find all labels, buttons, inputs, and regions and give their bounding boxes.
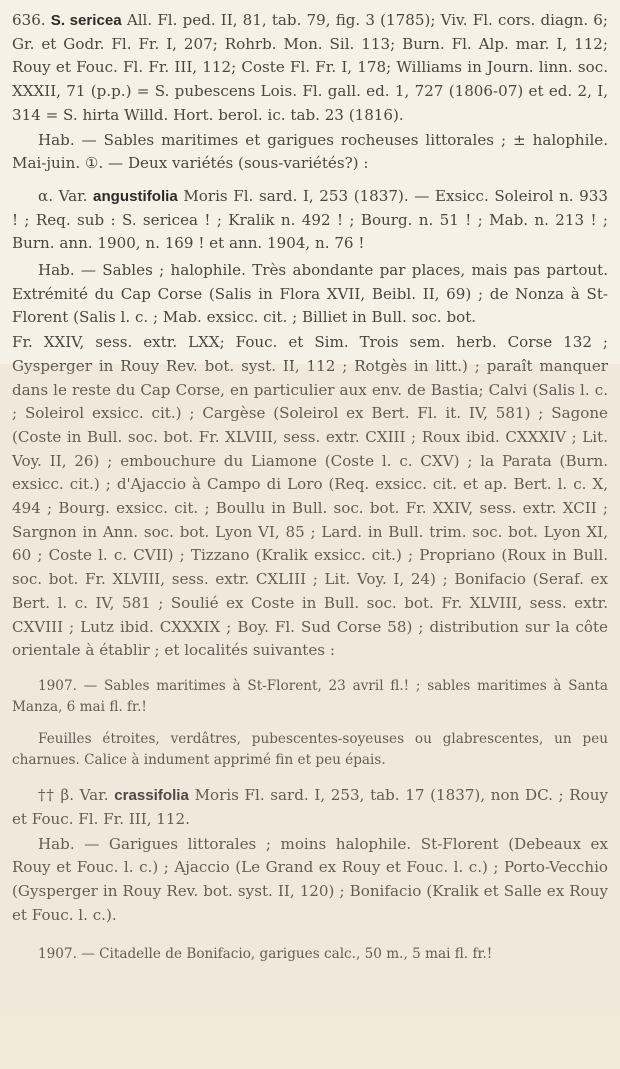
species-habitat: Hab. — Sables maritimes et garigues rocheuses littorales ; ± halophile. Mai-juin. ①. — Deux variétés (sous-variétés?) : xyxy=(12,130,608,173)
variety-alpha-description: Feuilles étroites, verdâtres, pubescentes-soyeuses ou glabrescentes, un peu charnues. Calice à indument apprimé fin et peu épais. xyxy=(12,731,608,768)
variety-beta-name: crassifolia xyxy=(114,787,189,805)
species-nomenclature: All. Fl. ped. II, 81, tab. 79, fig. 3 (1785); Viv. Fl. cors. diagn. 6; Gr. et Godr. Fl. Fr. I, 207; Rohrb. Mon. Sil. 113; Burn. Fl. Alp. mar. I, 112; Rouy et Fouc. Fl. Fr. III, 112; Coste Fl. Fr. I, 178; Williams in Journ. linn. soc. XXXII, 71 (p.p.) = S. pubescens Lois. Fl. gall. ed. 1, 727 (1806-07) et ed. 2, I, 314 = S. hirta Willd. Hort. berol. ic. tab. 23 (1816). xyxy=(12,11,608,124)
variety-beta-label: †† β. Var. xyxy=(38,786,109,805)
variety-alpha-record: 1907. — Sables maritimes à St-Florent, 23 avril fl.! ; sables maritimes à Santa Manza, 6 mai fl. fr.! xyxy=(12,677,608,715)
species-number: 636. xyxy=(12,11,46,29)
species-entry xyxy=(12,9,608,128)
variety-alpha-heading xyxy=(12,185,608,256)
variety-beta-heading xyxy=(12,784,608,831)
variety-alpha-habitat-continued: Fr. XXIV, sess. extr. LXX; Fouc. et Sim. Trois sem. herb. Corse 132 ; Gysperger in Rouy Rev. bot. syst. II, 112 ; Rotgès in litt.) ; paraît manquer dans le reste du Cap Corse, en particulier aux env. de Bastia; Calvi (Salis l. c. ; Soleirol exsicc. cit.) ; Cargèse (Soleirol ex Bert. Fl. it. IV, 581) ; Sagone (Coste in Bull. soc. bot. Fr. XLVIII, sess. extr. CXIII ; Roux ibid. CXXXIV ; Lit. Voy. II, 26) ; embouchure du Liamone (Coste l. c. CXV) ; la Parata (Burn. exsicc. cit.) ; d'Ajaccio à Campo di Loro (Req. exsicc. cit. et ap. Bert. l. c. X, 494 ; Bourg. exsicc. cit. ; Boullu in Bull. soc. bot. Fr. XXIV, sess. extr. XCII ; Sargnon in Ann. soc. bot. Lyon VI, 85 ; Lard. in Bull. trim. soc. bot. Lyon XI, 60 ; Coste l. c. CVII) ; Tizzano (Kralik exsicc. cit.) ; Propriano (Roux in Bull. soc. bot. Fr. XLVIII, sess. extr. CXLIII ; Lit. Voy. I, 24) ; Bonifacio (Seraf. ex Bert. l. c. IV, 581 ; Soulié ex Coste in Bull. soc. bot. Fr. XLVIII, sess. extr. CXVIII ; Lutz ibid. CXXXIX ; Boy. Fl. Sud Corse 58) ; distribution sur la côte orientale à établir ; et localités suivantes : xyxy=(12,333,608,660)
species-name: S. sericea xyxy=(50,12,122,29)
variety-alpha-nomenclature: Moris Fl. sard. I, 253 (1837). — Exsicc. Soleirol n. 933 ! ; Req. sub : S. sericea ! ; Kralik n. 492 ! ; Bourg. n. 51 ! ; Mab. n. 213 ! ; Burn. ann. 1900, n. 169 ! et ann. 1904, n. 76 ! xyxy=(12,186,608,253)
variety-beta-nomenclature: Moris Fl. sard. I, 253, tab. 17 (1837), non DC. ; Rouy et Fouc. Fl. Fr. III, 112. xyxy=(12,786,608,829)
variety-alpha-habitat: Hab. — Sables ; halophile. Très abondante par places, mais pas partout. Extrémité du Cap Corse (Salis in Flora XVII, Beibl. II, 69) ; de Nonza à St-Florent (Salis l. c. ; Mab. exsicc. cit. ; Billiet in Bull. soc. bot. xyxy=(12,261,608,327)
variety-beta-habitat: Hab. — Garigues littorales ; moins halophile. St-Florent (Debeaux ex Rouy et Fouc. l. c.) ; Ajaccio (Le Grand ex Rouy et Fouc. l. c.) ; Porto-Vecchio (Gysperger in Rouy Rev. bot. syst. II, 120) ; Bonifacio (Kralik et Salle ex Rouy et Fouc. l. c.). xyxy=(12,834,608,924)
variety-alpha-name: angustifolia xyxy=(93,187,178,205)
variety-beta-record: 1907. — Citadelle de Bonifacio, garigues calc., 50 m., 5 mai fl. fr.! xyxy=(38,945,493,962)
variety-alpha-label: α. Var. xyxy=(38,186,88,205)
